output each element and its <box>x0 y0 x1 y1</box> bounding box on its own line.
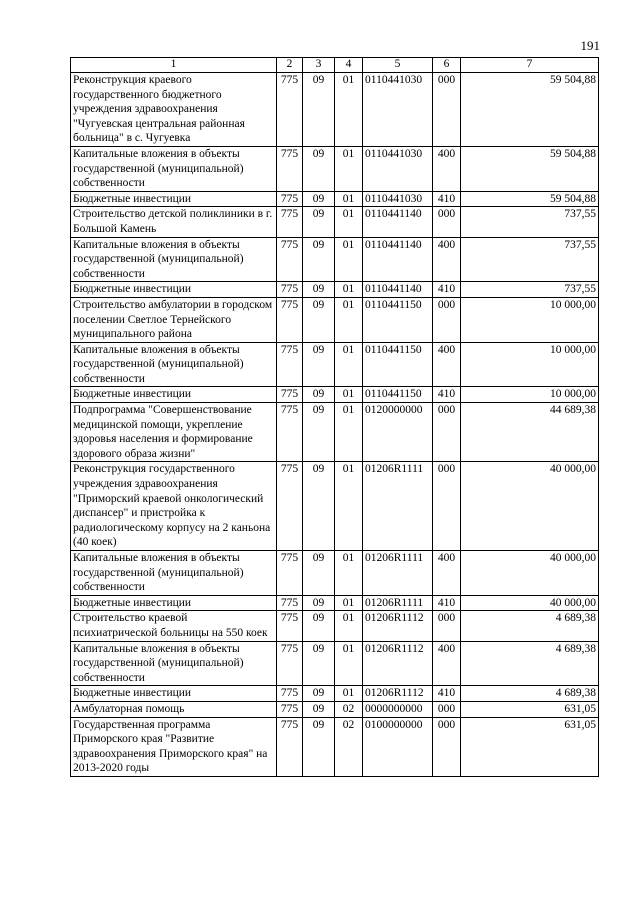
row-target-article-cell: 0100000000 <box>363 717 433 776</box>
row-expense-type-cell: 000 <box>433 701 461 717</box>
table-row <box>71 462 599 551</box>
row-amount-cell: 4 689,38 <box>461 686 599 702</box>
row-section-cell: 09 <box>303 686 335 702</box>
row-section-cell: 09 <box>303 551 335 596</box>
budget-table <box>70 57 599 777</box>
row-expense-type-cell: 400 <box>433 342 461 387</box>
row-target-article-cell: 0110441150 <box>363 387 433 403</box>
column-header: 1 <box>71 58 277 73</box>
row-subsection-cell: 01 <box>335 595 363 611</box>
row-name-cell: Подпрограмма "Совершенствование медицинской помощи, укрепление здоровья населения и формирование здорового образа жизни" <box>71 403 277 462</box>
row-section-cell: 09 <box>303 146 335 191</box>
row-target-article-cell: 0110441140 <box>363 207 433 237</box>
table-row <box>71 237 599 282</box>
row-code-cell: 775 <box>277 717 303 776</box>
row-expense-type-cell: 000 <box>433 297 461 342</box>
column-header: 7 <box>461 58 599 73</box>
row-subsection-cell: 01 <box>335 73 363 147</box>
row-section-cell: 09 <box>303 191 335 207</box>
row-subsection-cell: 01 <box>335 551 363 596</box>
row-code-cell: 775 <box>277 297 303 342</box>
row-subsection-cell: 01 <box>335 403 363 462</box>
row-code-cell: 775 <box>277 403 303 462</box>
row-expense-type-cell: 400 <box>433 146 461 191</box>
row-name-cell: Бюджетные инвестиции <box>71 282 277 298</box>
row-target-article-cell: 01206R1112 <box>363 686 433 702</box>
row-code-cell: 775 <box>277 342 303 387</box>
row-subsection-cell: 01 <box>335 282 363 298</box>
row-code-cell: 775 <box>277 551 303 596</box>
row-target-article-cell: 0120000000 <box>363 403 433 462</box>
row-target-article-cell: 01206R1112 <box>363 641 433 686</box>
row-section-cell: 09 <box>303 701 335 717</box>
row-expense-type-cell: 410 <box>433 191 461 207</box>
column-header: 2 <box>277 58 303 73</box>
table-row <box>71 717 599 776</box>
row-section-cell: 09 <box>303 297 335 342</box>
row-name-cell: Капитальные вложения в объекты государственной (муниципальной) собственности <box>71 146 277 191</box>
row-expense-type-cell: 000 <box>433 717 461 776</box>
row-expense-type-cell: 000 <box>433 403 461 462</box>
row-expense-type-cell: 410 <box>433 686 461 702</box>
row-section-cell: 09 <box>303 207 335 237</box>
row-code-cell: 775 <box>277 387 303 403</box>
row-code-cell: 775 <box>277 462 303 551</box>
row-name-cell: Бюджетные инвестиции <box>71 686 277 702</box>
row-amount-cell: 4 689,38 <box>461 611 599 641</box>
column-header: 5 <box>363 58 433 73</box>
row-subsection-cell: 01 <box>335 146 363 191</box>
table-row <box>71 403 599 462</box>
table-row <box>71 641 599 686</box>
row-amount-cell: 10 000,00 <box>461 342 599 387</box>
row-section-cell: 09 <box>303 717 335 776</box>
row-subsection-cell: 02 <box>335 717 363 776</box>
row-subsection-cell: 01 <box>335 686 363 702</box>
row-section-cell: 09 <box>303 387 335 403</box>
column-header: 4 <box>335 58 363 73</box>
row-name-cell: Строительство краевой психиатрической больницы на 550 коек <box>71 611 277 641</box>
row-expense-type-cell: 400 <box>433 237 461 282</box>
row-target-article-cell: 0110441140 <box>363 237 433 282</box>
table-row <box>71 146 599 191</box>
row-section-cell: 09 <box>303 237 335 282</box>
row-code-cell: 775 <box>277 701 303 717</box>
row-amount-cell: 631,05 <box>461 701 599 717</box>
row-section-cell: 09 <box>303 641 335 686</box>
row-name-cell: Бюджетные инвестиции <box>71 387 277 403</box>
row-subsection-cell: 01 <box>335 297 363 342</box>
row-section-cell: 09 <box>303 73 335 147</box>
row-amount-cell: 4 689,38 <box>461 641 599 686</box>
row-amount-cell: 44 689,38 <box>461 403 599 462</box>
row-subsection-cell: 01 <box>335 641 363 686</box>
page-number: 191 <box>580 38 600 53</box>
table-row <box>71 297 599 342</box>
row-amount-cell: 737,55 <box>461 282 599 298</box>
row-target-article-cell: 0110441030 <box>363 191 433 207</box>
row-amount-cell: 631,05 <box>461 717 599 776</box>
row-code-cell: 775 <box>277 282 303 298</box>
row-name-cell: Реконструкция краевого государственного бюджетного учреждения здравоохранения "Чугуевская центральная районная больница" в с. Чугуевка <box>71 73 277 147</box>
row-code-cell: 775 <box>277 611 303 641</box>
table-row <box>71 595 599 611</box>
row-code-cell: 775 <box>277 146 303 191</box>
row-section-cell: 09 <box>303 462 335 551</box>
row-amount-cell: 737,55 <box>461 207 599 237</box>
row-target-article-cell: 0110441140 <box>363 282 433 298</box>
row-name-cell: Бюджетные инвестиции <box>71 595 277 611</box>
row-name-cell: Капитальные вложения в объекты государственной (муниципальной) собственности <box>71 342 277 387</box>
row-expense-type-cell: 410 <box>433 595 461 611</box>
row-name-cell: Капитальные вложения в объекты государственной (муниципальной) собственности <box>71 551 277 596</box>
row-amount-cell: 59 504,88 <box>461 191 599 207</box>
row-expense-type-cell: 400 <box>433 551 461 596</box>
row-code-cell: 775 <box>277 73 303 147</box>
column-header: 6 <box>433 58 461 73</box>
row-amount-cell: 59 504,88 <box>461 73 599 147</box>
row-target-article-cell: 01206R1111 <box>363 462 433 551</box>
row-subsection-cell: 02 <box>335 701 363 717</box>
row-target-article-cell: 01206R1111 <box>363 595 433 611</box>
table-row <box>71 551 599 596</box>
table-row <box>71 73 599 147</box>
row-subsection-cell: 01 <box>335 237 363 282</box>
row-amount-cell: 40 000,00 <box>461 595 599 611</box>
row-expense-type-cell: 000 <box>433 462 461 551</box>
row-target-article-cell: 0110441150 <box>363 342 433 387</box>
row-expense-type-cell: 400 <box>433 641 461 686</box>
row-name-cell: Капитальные вложения в объекты государственной (муниципальной) собственности <box>71 237 277 282</box>
row-section-cell: 09 <box>303 403 335 462</box>
row-name-cell: Строительство амбулатории в городском поселении Светлое Тернейского муниципального района <box>71 297 277 342</box>
row-amount-cell: 40 000,00 <box>461 462 599 551</box>
row-section-cell: 09 <box>303 611 335 641</box>
row-subsection-cell: 01 <box>335 342 363 387</box>
row-amount-cell: 10 000,00 <box>461 297 599 342</box>
row-target-article-cell: 0000000000 <box>363 701 433 717</box>
row-amount-cell: 737,55 <box>461 237 599 282</box>
table-header-row <box>71 58 599 73</box>
row-target-article-cell: 0110441150 <box>363 297 433 342</box>
row-amount-cell: 10 000,00 <box>461 387 599 403</box>
table-row <box>71 207 599 237</box>
row-section-cell: 09 <box>303 342 335 387</box>
row-subsection-cell: 01 <box>335 191 363 207</box>
row-expense-type-cell: 410 <box>433 387 461 403</box>
row-section-cell: 09 <box>303 595 335 611</box>
row-amount-cell: 40 000,00 <box>461 551 599 596</box>
table-row <box>71 686 599 702</box>
row-expense-type-cell: 000 <box>433 73 461 147</box>
column-header: 3 <box>303 58 335 73</box>
row-expense-type-cell: 000 <box>433 611 461 641</box>
row-code-cell: 775 <box>277 207 303 237</box>
table-row <box>71 701 599 717</box>
row-name-cell: Амбулаторная помощь <box>71 701 277 717</box>
table-row <box>71 387 599 403</box>
row-subsection-cell: 01 <box>335 462 363 551</box>
row-code-cell: 775 <box>277 191 303 207</box>
row-target-article-cell: 0110441030 <box>363 146 433 191</box>
row-section-cell: 09 <box>303 282 335 298</box>
row-name-cell: Государственная программа Приморского края "Развитие здравоохранения Приморского края" на 2013-2020 годы <box>71 717 277 776</box>
table-row <box>71 191 599 207</box>
row-subsection-cell: 01 <box>335 611 363 641</box>
row-amount-cell: 59 504,88 <box>461 146 599 191</box>
row-code-cell: 775 <box>277 237 303 282</box>
row-name-cell: Капитальные вложения в объекты государственной (муниципальной) собственности <box>71 641 277 686</box>
row-expense-type-cell: 410 <box>433 282 461 298</box>
row-subsection-cell: 01 <box>335 207 363 237</box>
row-name-cell: Бюджетные инвестиции <box>71 191 277 207</box>
row-name-cell: Строительство детской поликлиники в г. Большой Камень <box>71 207 277 237</box>
row-expense-type-cell: 000 <box>433 207 461 237</box>
row-target-article-cell: 0110441030 <box>363 73 433 147</box>
row-code-cell: 775 <box>277 595 303 611</box>
row-code-cell: 775 <box>277 686 303 702</box>
table-row <box>71 342 599 387</box>
row-target-article-cell: 01206R1111 <box>363 551 433 596</box>
row-target-article-cell: 01206R1112 <box>363 611 433 641</box>
table-row <box>71 611 599 641</box>
row-code-cell: 775 <box>277 641 303 686</box>
row-name-cell: Реконструкция государственного учреждения здравоохранения "Приморский краевой онкологический диспансер" и пристройка к радиологическому корпусу на 2 каньона (40 коек) <box>71 462 277 551</box>
table-row <box>71 282 599 298</box>
row-subsection-cell: 01 <box>335 387 363 403</box>
